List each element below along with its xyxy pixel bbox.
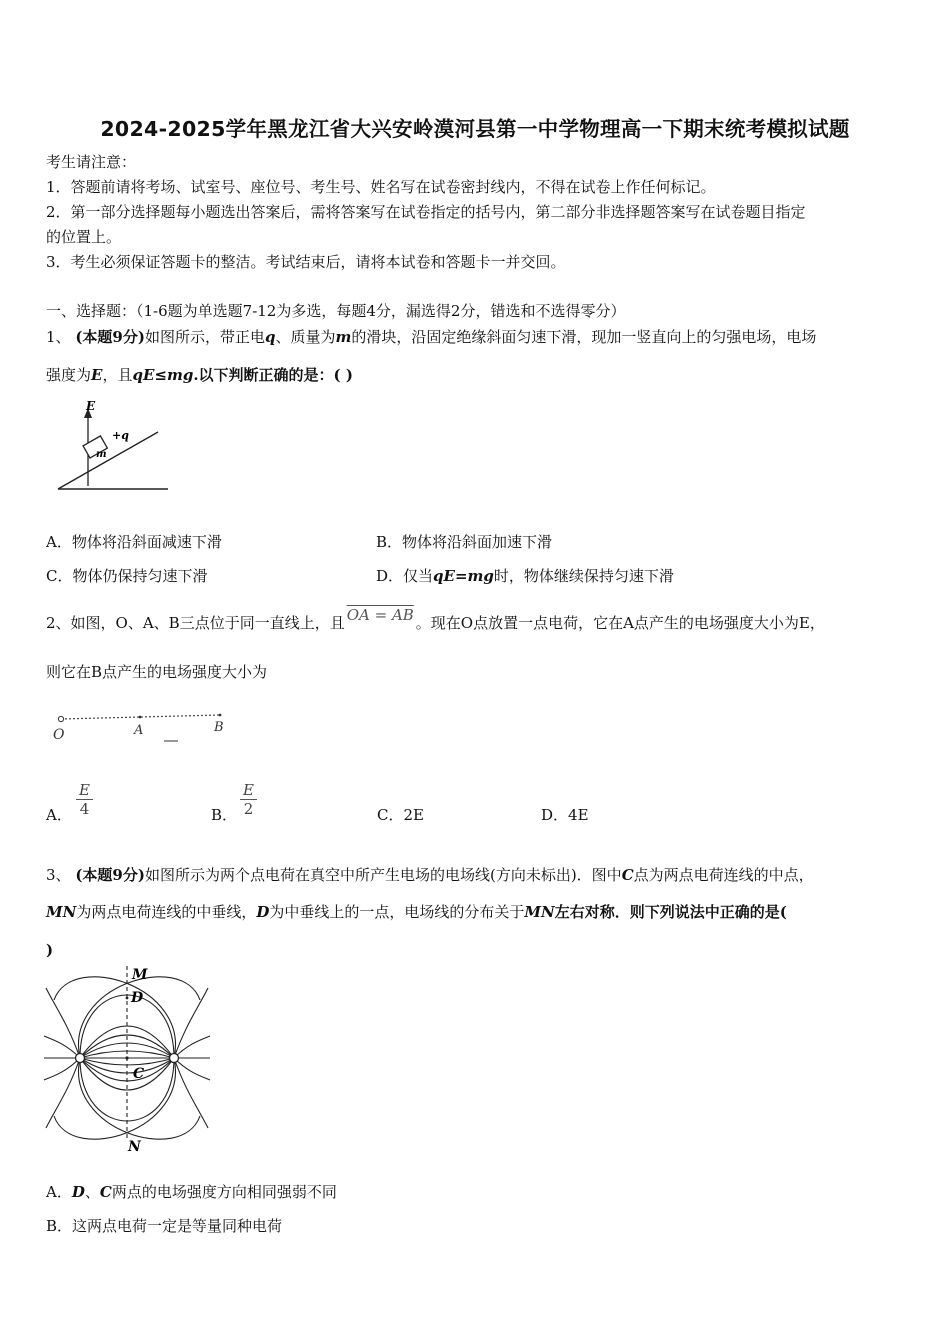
question-text: 的滑块，沿固定绝缘斜面匀速下滑，现加一竖直向上的匀强电场，电场 [351, 328, 817, 346]
question-3-line-3: ) [46, 941, 54, 959]
label-m: M [132, 967, 148, 983]
question-text: 。现在O点放置一点电荷，它在A点产生的电场强度大小为E， [415, 614, 825, 632]
question-text: 、质量为 [275, 328, 336, 346]
option-d[interactable]: D．4E [541, 806, 589, 824]
notice-heading: 考生请注意： [46, 153, 137, 171]
question-number: 3、 [46, 866, 71, 884]
fraction-e-over-4 [76, 781, 93, 818]
symbol-E: E [91, 366, 103, 384]
option-b[interactable]: B． [211, 806, 238, 824]
label-b: B [214, 720, 224, 735]
option-text: 、 [84, 1183, 100, 1201]
question-text: .以下判断正确的是：( ) [193, 366, 353, 384]
question-text: 如图所示，带正电 [144, 328, 265, 346]
field-lines-figure [42, 964, 214, 1156]
condition-text: qE≤mg [132, 366, 194, 384]
point-d [126, 997, 129, 1000]
label-d: D [131, 990, 144, 1006]
label-o: O [53, 727, 65, 743]
option-a[interactable]: A． [46, 806, 72, 824]
option-b[interactable]: B．这两点电荷一定是等量同种电荷 [46, 1217, 283, 1235]
charge-left [76, 1054, 85, 1063]
question-text: 点为两点电荷连线的中点， [633, 866, 814, 884]
question-3-line-2 [46, 901, 787, 923]
option-a[interactable] [46, 1181, 337, 1203]
option-c[interactable]: C．物体仍保持匀速下滑 [46, 567, 208, 585]
symbol-c: C [621, 866, 634, 884]
section-heading: 一、选择题：（1-6题为单选题7-12为多选，每题4分，漏选得2分，错选和不选得零分） [46, 302, 626, 320]
equation-oa-ab: OA = AB [346, 606, 414, 624]
option-label: A． [46, 1183, 72, 1201]
point-o [58, 716, 63, 721]
point-b [219, 714, 222, 717]
oab-line-figure [48, 706, 228, 748]
option-d[interactable] [376, 565, 674, 587]
option-text: 两点的电场强度方向相同强弱不同 [111, 1183, 337, 1201]
option-text: D．仅当 [376, 567, 434, 585]
symbol-mn: MN [46, 903, 77, 921]
question-text: 2、如图，O、A、B三点位于同一直线上，且 [46, 614, 345, 632]
option-c[interactable]: C．2E [377, 806, 424, 824]
incline-line [58, 432, 158, 489]
symbol-c: C [99, 1183, 112, 1201]
incline-figure [50, 394, 175, 496]
label-c: C [133, 1066, 145, 1082]
symbol-q: q [264, 328, 276, 346]
fraction-numerator: E [240, 781, 257, 800]
question-text: ，且 [102, 366, 133, 384]
question-text: 左右对称．则下列说法中正确的是( [554, 903, 787, 921]
fraction-numerator: E [76, 781, 93, 800]
fraction-denominator: 4 [79, 800, 90, 818]
symbol-d: D [256, 903, 270, 921]
notice-item: 2．第一部分选择题每小题选出答案后，需将答案写在试卷指定的括号内，第二部分非选择题答案写在试卷题目指定 [46, 203, 806, 221]
question-1-line-1 [46, 326, 816, 348]
page-title: 2024-2025学年黑龙江省大兴安岭漠河县第一中学物理高一下期末统考模拟试题 [100, 117, 850, 141]
symbol-m: m [335, 328, 352, 346]
option-text: 时，物体继续保持匀速下滑 [493, 567, 674, 585]
question-score: (本题9分) [75, 866, 145, 884]
question-text: 如图所示为两个点电荷在真空中所产生电场的电场线(方向未标出)．图中 [144, 866, 622, 884]
symbol-d: D [71, 1183, 85, 1201]
notice-item: 的位置上。 [46, 228, 122, 246]
question-score: (本题9分) [75, 328, 145, 346]
label-a: A [134, 723, 144, 738]
question-text: 为中垂线上的一点，电场线的分布关于 [269, 903, 525, 921]
notice-item: 3．考生必须保证答题卡的整洁。考试结束后，请将本试卷和答题卡一并交回。 [46, 253, 566, 271]
option-a[interactable]: A．物体将沿斜面减速下滑 [46, 533, 222, 551]
fraction-denominator: 2 [243, 800, 254, 818]
notice-item: 1．答题前请将考场、试室号、座位号、考生号、姓名写在试卷密封线内，不得在试卷上作任何标记。 [46, 178, 716, 196]
fig-label-E: E [86, 399, 96, 413]
fig-label-plus-q: +q [112, 429, 129, 442]
charge-right [170, 1054, 179, 1063]
question-3-line-1 [46, 864, 814, 886]
condition-text: qE=mg [433, 567, 494, 585]
label-n: N [128, 1139, 141, 1155]
fig-label-m: m [96, 449, 107, 460]
symbol-mn: MN [524, 903, 555, 921]
question-1-line-2 [46, 364, 353, 386]
question-text: 强度为 [46, 366, 92, 384]
question-2-line-2: 则它在B点产生的电场强度大小为 [46, 663, 268, 681]
point-a [139, 716, 142, 719]
point-c [125, 1056, 128, 1059]
question-number: 1、 [46, 328, 71, 346]
fraction-e-over-2 [240, 781, 257, 818]
option-b[interactable]: B．物体将沿斜面加速下滑 [376, 533, 553, 551]
question-2-line-1 [46, 606, 825, 634]
question-text: 为两点电荷连线的中垂线， [76, 903, 257, 921]
